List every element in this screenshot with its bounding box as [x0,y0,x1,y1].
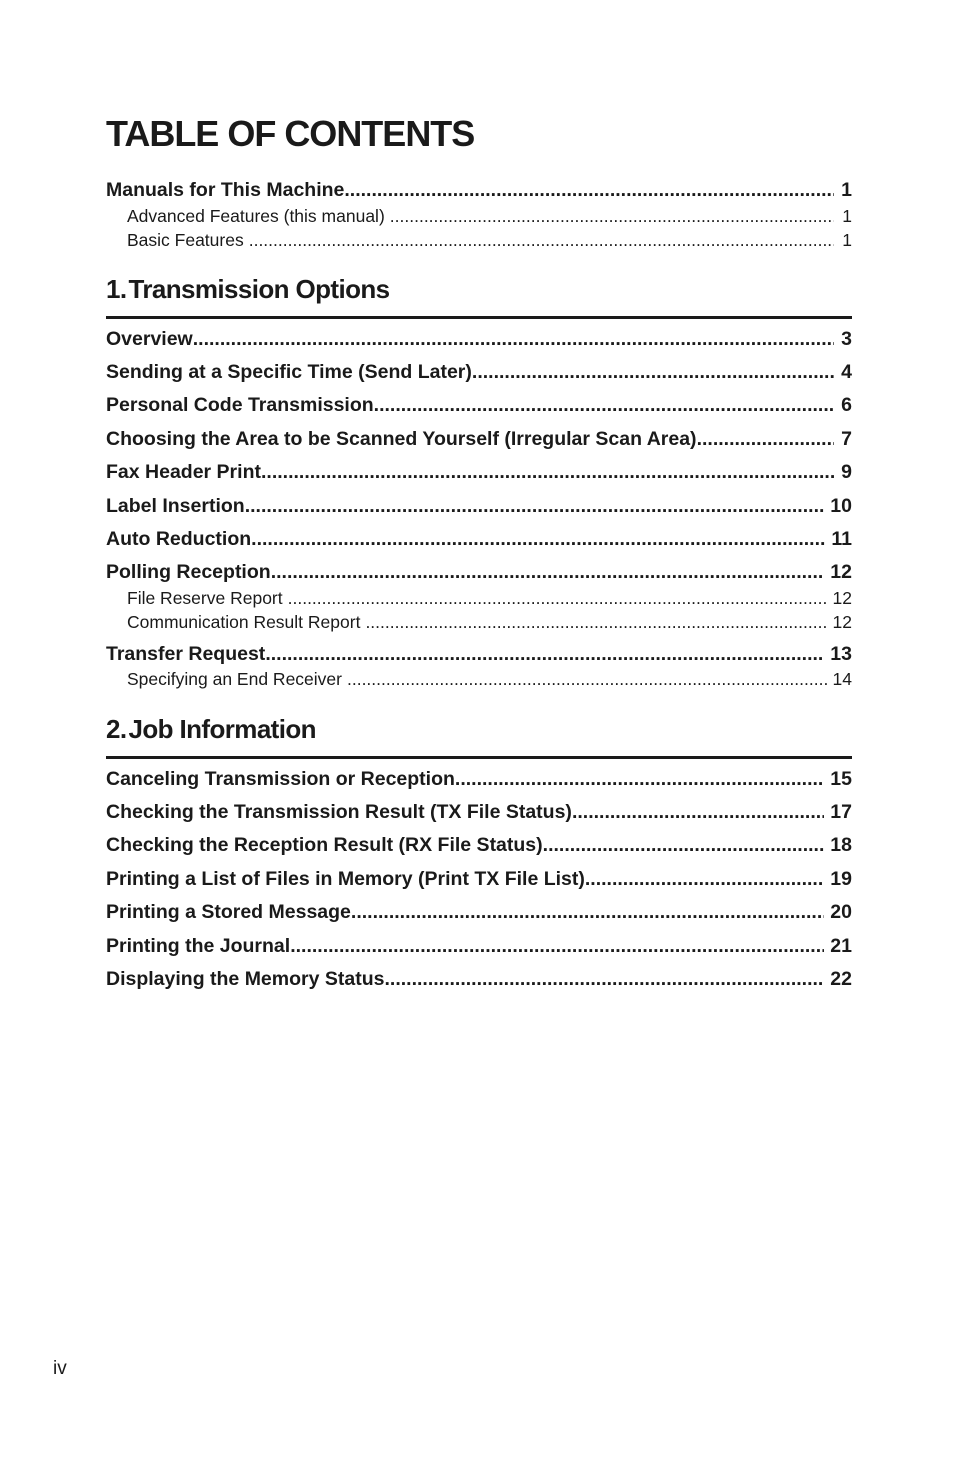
toc-page-number: 20 [830,901,852,923]
dot-leader [288,586,827,610]
chapter-title: Job Information [128,714,316,744]
toc-entry[interactable] [106,641,852,667]
toc-subentry[interactable] [127,228,852,252]
toc-page-number: 18 [830,834,852,856]
toc-page-number: 14 [832,669,852,689]
toc-entry[interactable] [106,933,852,959]
toc-entry[interactable] [106,866,852,892]
dot-leader [249,228,834,252]
toc-page-number: 1 [841,179,852,201]
dot-leader [193,326,834,352]
toc-page-number: 22 [830,968,852,990]
toc-entry-label: Sending at a Specific Time (Send Later) [106,361,472,383]
dot-leader [245,493,825,519]
toc-page-number: 21 [830,935,852,957]
dot-leader [472,359,834,385]
toc-entry[interactable] [106,326,852,352]
toc-entry[interactable] [106,559,852,585]
toc-entry-label: Checking the Transmission Result (TX File Status) [106,801,572,823]
toc-entry-label: Displaying the Memory Status [106,968,385,990]
dot-leader [390,204,834,228]
dot-leader [265,641,824,667]
toc-entry-label: Transfer Request [106,643,266,665]
toc-page-number: 17 [830,801,852,823]
toc-subentry[interactable] [127,204,852,228]
toc-entry-label: Checking the Reception Result (RX File Status) [106,834,543,856]
toc-subentry[interactable] [127,586,852,610]
toc-subentry[interactable] [127,610,852,634]
chapter-number: 2. [106,714,127,744]
toc-page-number: 7 [841,428,852,450]
dot-leader [455,766,824,792]
toc-page-number: 6 [841,394,852,416]
dot-leader [374,392,834,418]
toc-page-number: 4 [841,361,852,383]
dot-leader [251,526,825,552]
toc-entry-label: Printing the Journal [106,935,291,957]
dot-leader [384,966,824,992]
dot-leader [271,559,825,585]
dot-leader [261,459,834,485]
toc-page-number: 11 [831,528,852,550]
toc-entry-label: Basic Features [127,230,244,250]
toc-entry[interactable] [106,177,852,203]
toc-entry[interactable] [106,359,852,385]
toc-page-number: 9 [841,461,852,483]
chapter-number: 1. [106,274,127,304]
toc-entry-label: Overview [106,328,193,350]
dot-leader [365,610,826,634]
toc-entry-label: Polling Reception [106,561,271,583]
toc-entry-label: Label Insertion [106,495,245,517]
toc-entry-label: Advanced Features (this manual) [127,206,385,226]
toc-page-number: 12 [830,561,852,583]
toc-entry-label: Personal Code Transmission [106,394,374,416]
toc-entry-label: Printing a Stored Message [106,901,351,923]
toc-entry-label: Fax Header Print [106,461,261,483]
toc-entry-label: Communication Result Report [127,612,361,632]
toc-subentry[interactable] [127,667,852,691]
page-folio: iv [53,1358,67,1379]
toc-entry[interactable] [106,799,852,825]
toc-entry-label: Printing a List of Files in Memory (Print TX File List) [106,868,585,890]
toc-entry[interactable] [106,899,852,925]
dot-leader [347,667,827,691]
toc-entry-label: Auto Reduction [106,528,252,550]
toc-page-number: 15 [830,768,852,790]
dot-leader [572,799,824,825]
toc-entry[interactable] [106,766,852,792]
toc-page-number: 10 [830,495,852,517]
toc-entry[interactable] [106,459,852,485]
chapter-title: Transmission Options [128,274,390,304]
toc-page-number: 12 [832,612,852,632]
toc-entry[interactable] [106,426,852,452]
toc-entry[interactable] [106,493,852,519]
toc-page-number: 12 [832,588,852,608]
toc-entry-label: Choosing the Area to be Scanned Yourself (Irregular Scan Area) [106,428,697,450]
page-title: TABLE OF CONTENTS [106,113,475,154]
toc-page-number: 13 [830,643,852,665]
dot-leader [351,899,824,925]
dot-leader [344,177,834,203]
toc-page-number: 1 [842,206,852,226]
chapter-heading[interactable] [106,712,852,759]
toc-entry-label: Canceling Transmission or Reception [106,768,455,790]
toc-entry[interactable] [106,832,852,858]
dot-leader [697,426,834,452]
dot-leader [585,866,824,892]
toc-entry-label: File Reserve Report [127,588,283,608]
toc-page-number: 19 [830,868,852,890]
toc-entry[interactable] [106,392,852,418]
dot-leader [543,832,825,858]
toc-entry[interactable] [106,526,852,552]
toc-entry-label: Specifying an End Receiver [127,669,342,689]
dot-leader [290,933,824,959]
toc-page-number: 3 [841,328,852,350]
toc-entry[interactable] [106,966,852,992]
toc-entry-label: Manuals for This Machine [106,179,345,201]
chapter-heading[interactable] [106,272,852,319]
toc-page-number: 1 [842,230,852,250]
